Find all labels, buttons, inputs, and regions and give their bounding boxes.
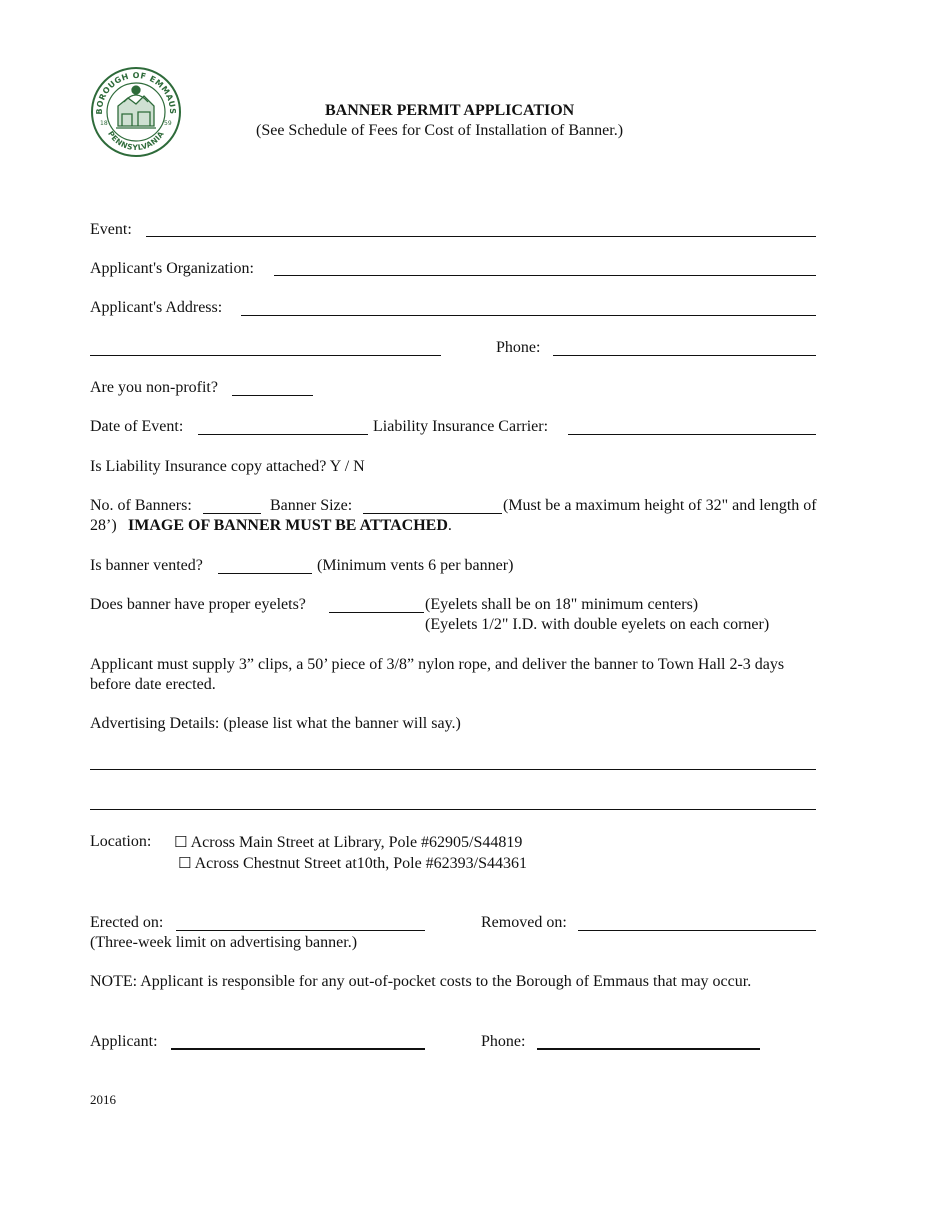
form-year: 2016 (90, 1092, 116, 1107)
borough-seal-logo (88, 66, 184, 158)
banner-vented-note: (Minimum vents 6 per banner) (317, 557, 514, 574)
phone-field[interactable] (553, 355, 816, 356)
erected-on-label: Erected on: (90, 914, 164, 931)
address-field[interactable] (241, 315, 816, 316)
removed-on-field[interactable] (578, 930, 816, 931)
banner-size-note: (Must be a maximum height of 32" and length of (503, 497, 817, 514)
insurance-carrier-label: Liability Insurance Carrier: (373, 418, 549, 435)
organization-label: Applicant's Organization: (90, 260, 254, 277)
three-week-limit-note: (Three-week limit on advertising banner.) (90, 934, 358, 951)
address-line-2-field[interactable] (90, 355, 441, 356)
seal-top-text: BOROUGH OF EMMAUS (94, 70, 178, 115)
seal-emblem (116, 86, 156, 128)
nonprofit-label: Are you non-profit? (90, 379, 218, 396)
insurance-copy-label: Is Liability Insurance copy attached? Y / N (90, 458, 365, 475)
responsibility-note: NOTE: Applicant is responsible for any out-of-pocket costs to the Borough of Emmaus that may occur. (90, 973, 752, 990)
removed-on-label: Removed on: (481, 914, 567, 931)
event-label: Event: (90, 221, 132, 238)
address-label: Applicant's Address: (90, 299, 223, 316)
supply-instructions-line-2: before date erected. (90, 676, 216, 693)
nonprofit-field[interactable] (232, 395, 313, 396)
image-attached-text: IMAGE OF BANNER MUST BE ATTACHED (128, 517, 448, 534)
location-option-chestnut-street-label: Across Chestnut Street at10th, Pole #62393/S44361 (194, 855, 528, 872)
location-label: Location: (90, 833, 152, 850)
phone-label: Phone: (496, 339, 541, 356)
advertising-details-label: Advertising Details: (please list what the banner will say.) (90, 715, 461, 732)
banner-size-note-continued: 28’) (90, 517, 117, 534)
seal-year-right: 59 (164, 120, 172, 127)
insurance-carrier-field[interactable] (568, 434, 816, 435)
supply-instructions-line-1: Applicant must supply 3” clips, a 50’ piece of 3/8” nylon rope, and deliver the banner to Town Hall 2-3 days (90, 656, 785, 673)
form-title: BANNER PERMIT APPLICATION (325, 102, 575, 119)
applicant-signature-field[interactable] (171, 1048, 425, 1050)
applicant-label: Applicant: (90, 1033, 158, 1050)
image-attached-note: IMAGE OF BANNER MUST BE ATTACHED. (128, 517, 452, 534)
banner-size-field[interactable] (363, 513, 502, 514)
advertising-line-1-field[interactable] (90, 769, 816, 770)
seal-year-left: 18 (100, 120, 108, 127)
organization-field[interactable] (274, 275, 816, 276)
checkbox-icon[interactable]: ☐ (174, 833, 188, 851)
eyelets-note-2: (Eyelets 1/2" I.D. with double eyelets on each corner) (425, 616, 770, 633)
applicant-phone-label: Phone: (481, 1033, 526, 1050)
advertising-line-2-field[interactable] (90, 809, 816, 810)
erected-on-field[interactable] (176, 930, 425, 931)
banner-vented-field[interactable] (218, 573, 312, 574)
location-option-chestnut-street[interactable] (178, 853, 527, 874)
location-option-main-street[interactable] (174, 832, 522, 853)
applicant-phone-field[interactable] (537, 1048, 760, 1050)
location-option-main-street-label: Across Main Street at Library, Pole #62905/S44819 (190, 834, 523, 851)
event-field[interactable] (146, 236, 816, 237)
date-of-event-label: Date of Event: (90, 418, 184, 435)
number-of-banners-label: No. of Banners: (90, 497, 192, 514)
banner-size-label: Banner Size: (270, 497, 353, 514)
number-of-banners-field[interactable] (203, 513, 261, 514)
banner-vented-label: Is banner vented? (90, 557, 203, 574)
eyelets-field[interactable] (329, 612, 424, 613)
date-of-event-field[interactable] (198, 434, 368, 435)
eyelets-note-1: (Eyelets shall be on 18" minimum centers) (425, 596, 699, 613)
checkbox-icon[interactable]: ☐ (178, 854, 192, 872)
eyelets-label: Does banner have proper eyelets? (90, 596, 306, 613)
form-subtitle: (See Schedule of Fees for Cost of Installation of Banner.) (256, 122, 624, 139)
seal-bottom-text: PENNSYLVANIA (106, 129, 166, 153)
